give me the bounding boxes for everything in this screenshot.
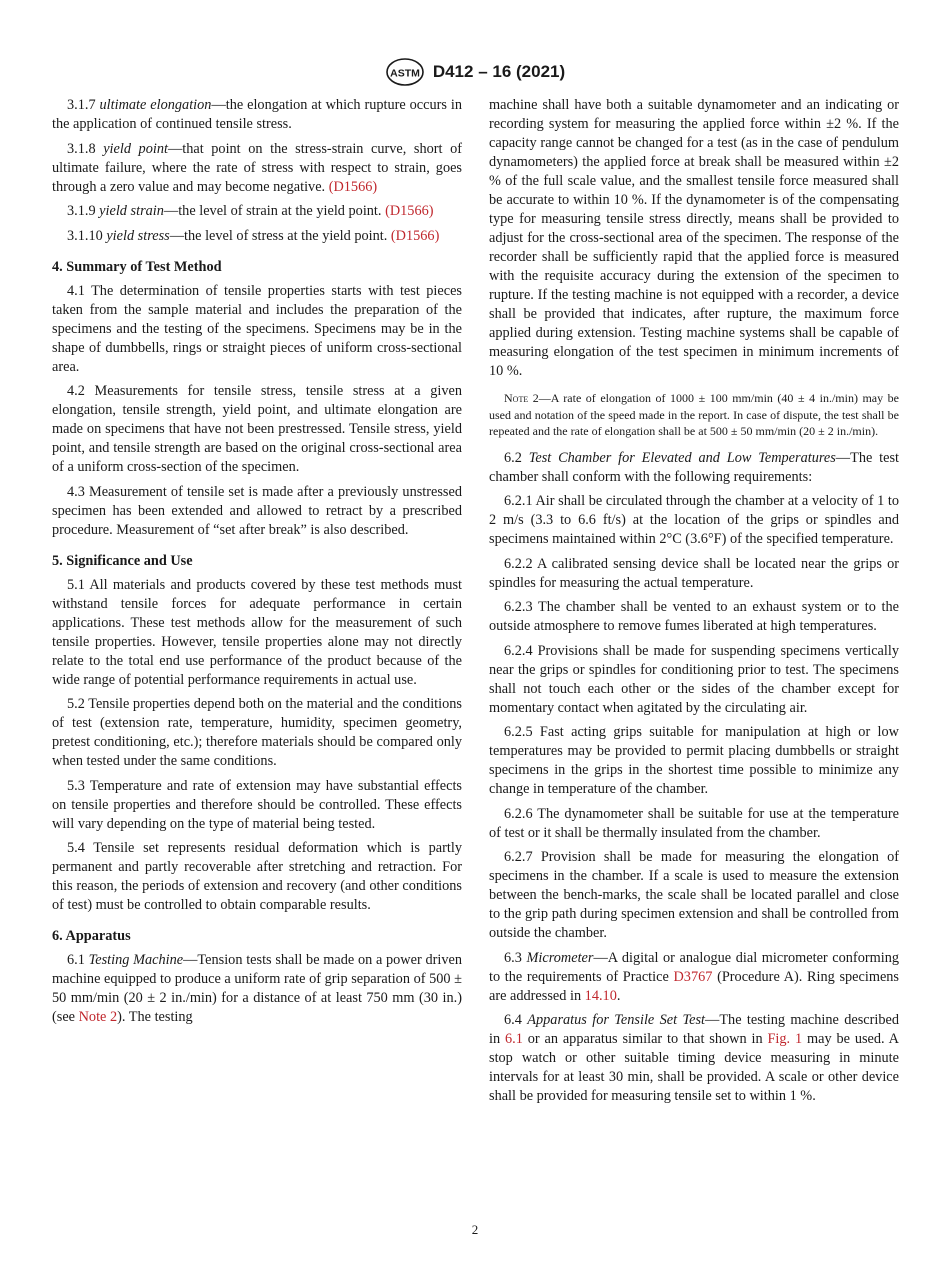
paragraph-6-1: 6.1 Testing Machine—Tension tests shall be made on a power driven machine equipped to produce a uniform rate of grip separation of 500 ± 50 mm/min (20 ± 2 in./min) for a distance of at least 750 mm (30 in.) (see Note 2). The testing	[52, 952, 462, 1025]
paragraph-6-2-2: 6.2.2 A calibrated sensing device shall be located near the grips or spindles for measuring the actual temperature.	[489, 555, 899, 591]
note-2: Note 2—A rate of elongation of 1000 ± 100 mm/min (40 ± 4 in./min) may be used and notation of the speed made in the report. In case of dispute, the test shall be repeated and the rate of elongation shall be at 500 ± 50 mm/min (20 ± 2 in./min).	[489, 391, 899, 438]
paragraph-5-2: 5.2 Tensile properties depend both on the material and the conditions of test (extension rate, temperature, humidity, specimen geometry, pretest conditioning, etc.); therefore materials should be compared only when tested under the same conditions.	[52, 696, 462, 769]
paragraph-6-2-5: 6.2.5 Fast acting grips suitable for manipulation at high or low temperatures may be provided to permit placing dumbbells or straight specimens in the grips in the shortest time possible to minimize any change in temperature of the chamber.	[489, 724, 899, 797]
paragraph-3-1-8: 3.1.8 yield point—that point on the stress-strain curve, short of ultimate failure, where the rate of stress with respect to strain, goes through a zero value and may become negative. (D1566)	[52, 140, 463, 195]
svg-text:ASTM: ASTM	[389, 67, 420, 80]
section-heading-4: 4. Summary of Test Method	[52, 258, 222, 275]
paragraph-6-2: 6.2 Test Chamber for Elevated and Low Temperatures—The test chamber shall conform with the following requirements:	[489, 449, 900, 485]
ref-d3767-link[interactable]: D3767	[673, 968, 713, 985]
section-heading-5: 5. Significance and Use	[52, 552, 193, 569]
paragraph-6-4: 6.4 Apparatus for Tensile Set Test—The testing machine described in 6.1 or an apparatus similar to that shown in Fig. 1 may be used. A stop watch or other suitable timing device measuring in minute intervals for at least 30 min, shall be provided. A scale or other device shall be provided for measuring tensile set to within 1 %.	[489, 1012, 900, 1104]
astm-logo-icon	[385, 57, 425, 87]
paragraph-6-2-6: 6.2.6 The dynamometer shall be suitable for use at the temperature of test or it shall be thermally insulated from the chamber.	[489, 805, 899, 841]
paragraph-6-3: 6.3 Micrometer—A digital or analogue dial micrometer conforming to the requirements of Practice D3767 (Procedure A). Ring specimens are addressed in 14.10.	[489, 949, 899, 1004]
paragraph-3-1-7: 3.1.7 ultimate elongation—the elongation at which rupture occurs in the application of continued tensile stress.	[52, 97, 462, 132]
paragraph-6-2-1: 6.2.1 Air shall be circulated through the chamber at a velocity of 1 to 2 m/s (3.3 to 6.6 ft/s) at the location of the grips or spindles and specimens maintained within 2°C (3.6°F) of the specified temperature.	[489, 493, 899, 547]
paragraph-4-3: 4.3 Measurement of tensile set is made after a previously unstressed specimen has been extended and allowed to retract by a prescribed procedure. Measurement of “set after break” is also described.	[52, 483, 462, 538]
ref-d1566-link[interactable]: (D1566)	[328, 178, 378, 195]
paragraph-6-2-7: 6.2.7 Provision shall be made for measuring the elongation of specimens in the chamber. If a scale is used to measure the extension between the bench-marks, the scale shall be located parallel and close to the grip path during specimen extension and shall be controlled from outside the chamber.	[489, 849, 899, 941]
paragraph-3-1-9: 3.1.9 yield strain—the level of strain at the yield point. (D1566)	[67, 203, 434, 219]
paragraph-4-1: 4.1 The determination of tensile properties starts with test pieces taken from the sample material and includes the preparation of the specimens and the testing of the specimens. Specimens may be in the shape of dumbbells, rings or straight pieces of uniform cross-sectional area.	[52, 282, 462, 375]
paragraph-6-2-3: 6.2.3 The chamber shall be vented to an exhaust system or to the outside atmosphere to remove fumes liberated at high temperatures.	[489, 599, 899, 634]
ref-14-10-link[interactable]: 14.10	[584, 987, 617, 1004]
paragraph-5-1: 5.1 All materials and products covered by these test methods must withstand tensile forces for adequate performance in certain applications. These test methods allow for the measurement of such tensile properties. However, tensile properties alone may not directly relate to the total end use performance of the product because of the wide range of potential performance requirements in actual use.	[52, 576, 462, 688]
page-number: 2	[471, 1222, 479, 1237]
left-column	[52, 96, 462, 1033]
paragraph-6-1-continued: machine shall have both a suitable dynamometer and an indicating or recording system for measuring the applied force within ±2 %. If the capacity range cannot be changed for a test (as in the case of pendulum dynamometers) the applied force at break shall be measured within ±2 % of the full scale value, and the smallest tensile force measured shall be accurate to within 10 %. If the dynamometer is of the compensating type for measuring tensile stress directly, means shall be provided to adjust for the cross-sectional area of the specimen. The response of the recorder shall be sufficiently rapid that the applied force is measured with the requisite accuracy during the extension of the specimen to rupture. If the testing machine is not equipped with a recorder, a device shall be provided that indicates, after rupture, the maximum force applied during extension. Testing machine systems shall be capable of measuring elongation of the test specimen in minimum increments of 10 %.	[489, 97, 899, 379]
paragraph-5-3: 5.3 Temperature and rate of extension may have substantial effects on tensile properties and therefore should be controlled. These effects will vary depending on the type of material being tested.	[52, 777, 462, 832]
section-heading-6: 6. Apparatus	[52, 928, 131, 944]
ref-fig-1-link[interactable]: Fig. 1	[767, 1031, 803, 1047]
document-id: D412 – 16 (2021)	[432, 62, 566, 81]
paragraph-6-2-4: 6.2.4 Provisions shall be made for suspending specimens vertically near the grips or spindles for conditioning prior to test. The specimens shall not touch each other or the sides of the chamber except for momentary contact when agitated by the circulating air.	[489, 642, 899, 716]
ref-d1566-link[interactable]: (D1566)	[390, 227, 440, 244]
ref-d1566-link[interactable]: (D1566)	[385, 203, 434, 219]
paragraph-3-1-10: 3.1.10 yield stress—the level of stress at the yield point. (D1566)	[67, 227, 440, 244]
right-column	[489, 96, 899, 1112]
note-2-link[interactable]: Note 2	[78, 1009, 118, 1025]
ref-6-1-link[interactable]: 6.1	[504, 1031, 523, 1047]
page-header	[0, 56, 950, 88]
paragraph-4-2: 4.2 Measurements for tensile stress, tensile stress at a given elongation, tensile strength, yield point, and ultimate elongation are made on specimens that have not been prestressed. Tensile stress, yield point, and tensile strength are based on the original cross-sectional area of a uniform cross-section of the specimen.	[52, 383, 462, 475]
paragraph-5-4: 5.4 Tensile set represents residual deformation which is partly permanent and partly recoverable after stretching and retraction. For this reason, the periods of extension and recovery (and other conditions of test) must be controlled to obtain comparable results.	[52, 840, 462, 913]
